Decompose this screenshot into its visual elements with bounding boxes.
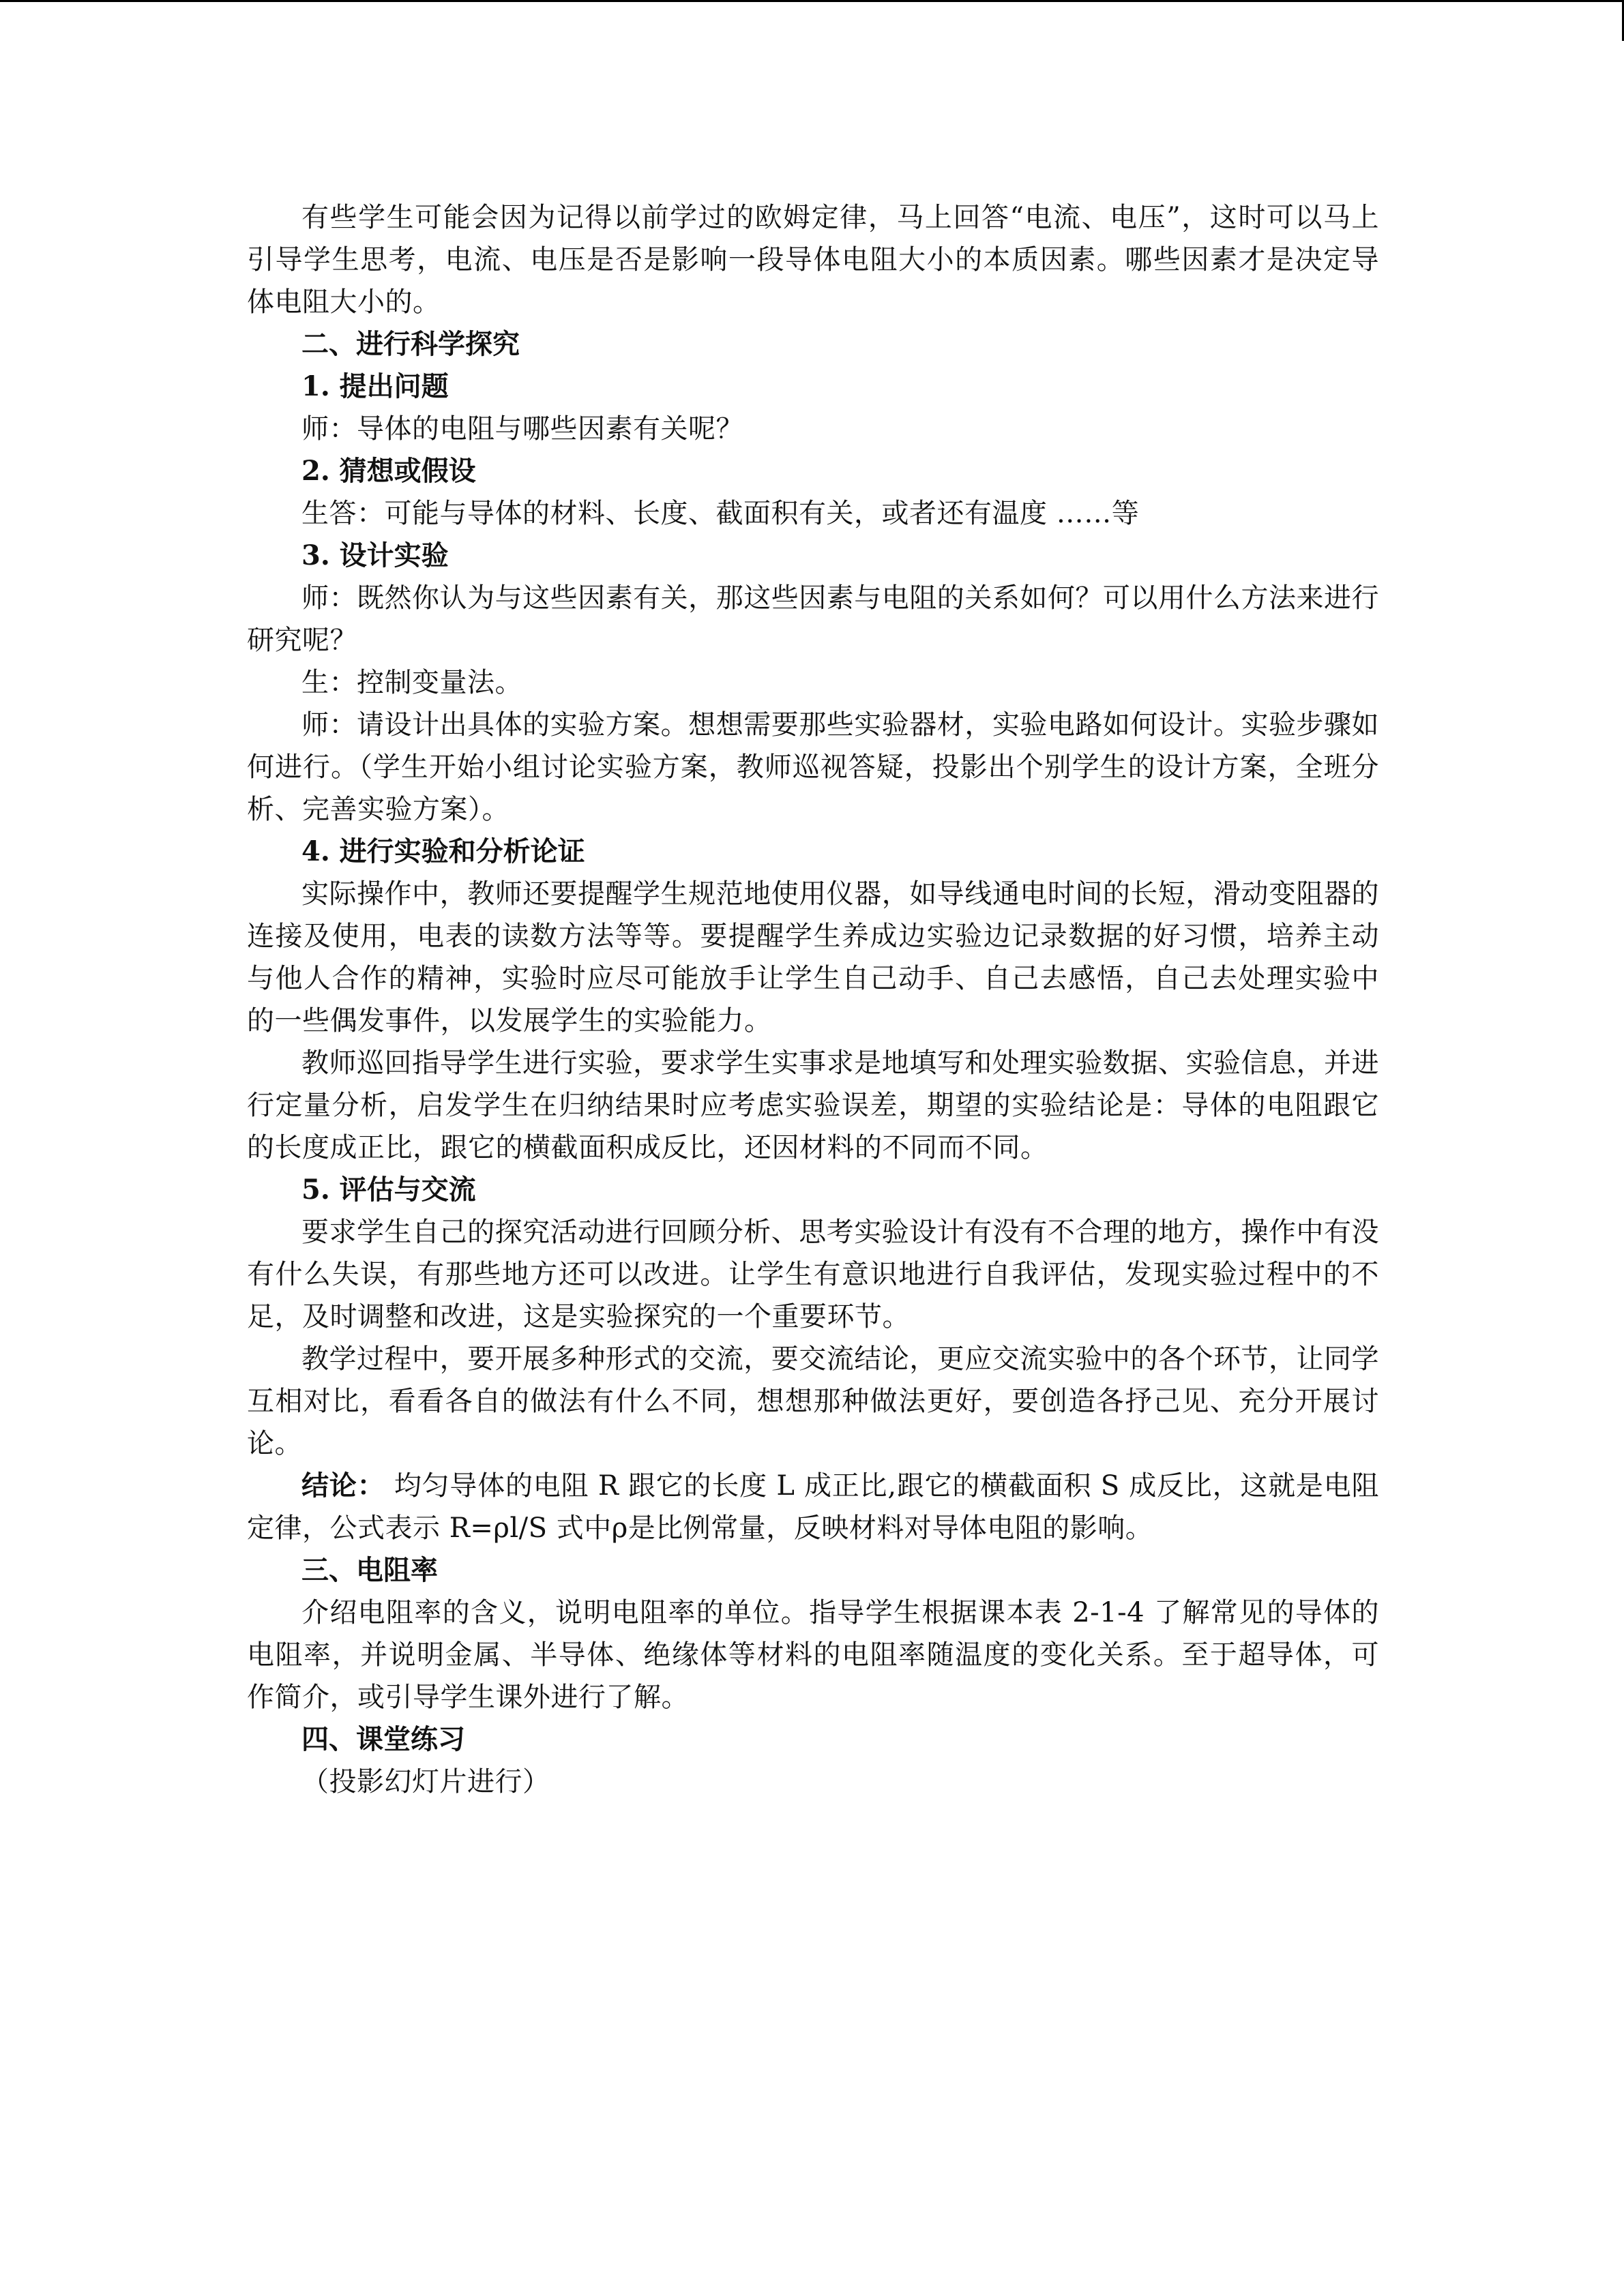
document-body bbox=[247, 196, 1379, 1803]
section-heading-classroom-exercise: 四、课堂练习 bbox=[301, 1723, 465, 1755]
paragraph-teacher-method: 师：既然你认为与这些因素有关，那这些因素与电阻的关系如何？可以用什么方法来进行研究呢？ bbox=[247, 582, 1379, 656]
top-border-line bbox=[0, 0, 1624, 2]
paragraph-conclusion bbox=[247, 1465, 1379, 1549]
conclusion-label: 结论： bbox=[301, 1470, 385, 1502]
subheading-ask-question: 1. 提出问题 bbox=[301, 370, 449, 402]
paragraph-teacher-question: 师：导体的电阻与哪些因素有关呢？ bbox=[301, 413, 743, 445]
paragraph-control-variables: 生：控制变量法。 bbox=[301, 667, 522, 698]
paragraph-resistivity: 介绍电阻率的含义，说明电阻率的单位。指导学生根据课本表 2-1-4 了解常见的导体的电阻率，并说明金属、半导体、绝缘体等材料的电阻率随温度的变化关系。至于超导体，可作简介，或引导学生课外进行了解。 bbox=[247, 1597, 1379, 1713]
subheading-evaluation: 5. 评估与交流 bbox=[301, 1174, 476, 1206]
paragraph-experiment-plan: 师：请设计出具体的实验方案。想想需要那些实验器材，实验电路如何设计。实验步骤如何进行。（学生开始小组讨论实验方案，教师巡视答疑，投影出个别学生的设计方案，全班分析、完善实验方案）。 bbox=[247, 709, 1379, 825]
conclusion-text: 均匀导体的电阻 R 跟它的长度 L 成正比,跟它的横截面积 S 成反比，这就是电阻定律，公式表示 R=ρl/S 式中ρ是比例常量，反映材料对导体电阻的影响。 bbox=[247, 1470, 1379, 1544]
subheading-hypothesis: 2. 猜想或假设 bbox=[301, 455, 476, 487]
paragraph-teacher-guidance: 教师巡回指导学生进行实验，要求学生实事求是地填写和处理实验数据、实验信息，并进行定量分析，启发学生在归纳结果时应考虑实验误差，期望的实验结论是：导体的电阻跟它的长度成正比，跟它的横截面积成反比，还因材料的不同而不同。 bbox=[247, 1047, 1379, 1163]
paragraph-slides: （投影幻灯片进行） bbox=[301, 1766, 550, 1798]
subheading-conduct-experiment: 4. 进行实验和分析论证 bbox=[301, 835, 585, 867]
paragraph-review-analysis: 要求学生自己的探究活动进行回顾分析、思考实验设计有没有不合理的地方，操作中有没有什么失误，有那些地方还可以改进。让学生有意识地进行自我评估，发现实验过程中的不足，及时调整和改进，这是实验探究的一个重要环节。 bbox=[247, 1217, 1379, 1332]
paragraph-ohm-law-intro: 有些学生可能会因为记得以前学过的欧姆定律，马上回答“电流、电压”，这时可以马上引导学生思考，电流、电压是否是影响一段导体电阻大小的本质因素。哪些因素才是决定导体电阻大小的。 bbox=[247, 202, 1379, 318]
paragraph-student-answer: 生答：可能与导体的材料、长度、截面积有关，或者还有温度 ……等 bbox=[301, 498, 1140, 529]
paragraph-practical-operation: 实际操作中，教师还要提醒学生规范地使用仪器，如导线通电时间的长短，滑动变阻器的连接及使用，电表的读数方法等等。要提醒学生养成边实验边记录数据的好习惯，培养主动与他人合作的精神，实验时应尽可能放手让学生自己动手、自己去感悟，自己去处理实验中的一些偶发事件，以发展学生的实验能力。 bbox=[247, 878, 1379, 1037]
section-heading-resistivity: 三、电阻率 bbox=[301, 1554, 438, 1586]
paragraph-communication: 教学过程中，要开展多种形式的交流，要交流结论，更应交流实验中的各个环节，让同学互相对比，看看各自的做法有什么不同，想想那种做法更好，要创造各抒己见、充分开展讨论。 bbox=[247, 1343, 1379, 1459]
subheading-design-experiment: 3. 设计实验 bbox=[301, 539, 449, 571]
section-heading-scientific-inquiry: 二、进行科学探究 bbox=[301, 328, 520, 360]
